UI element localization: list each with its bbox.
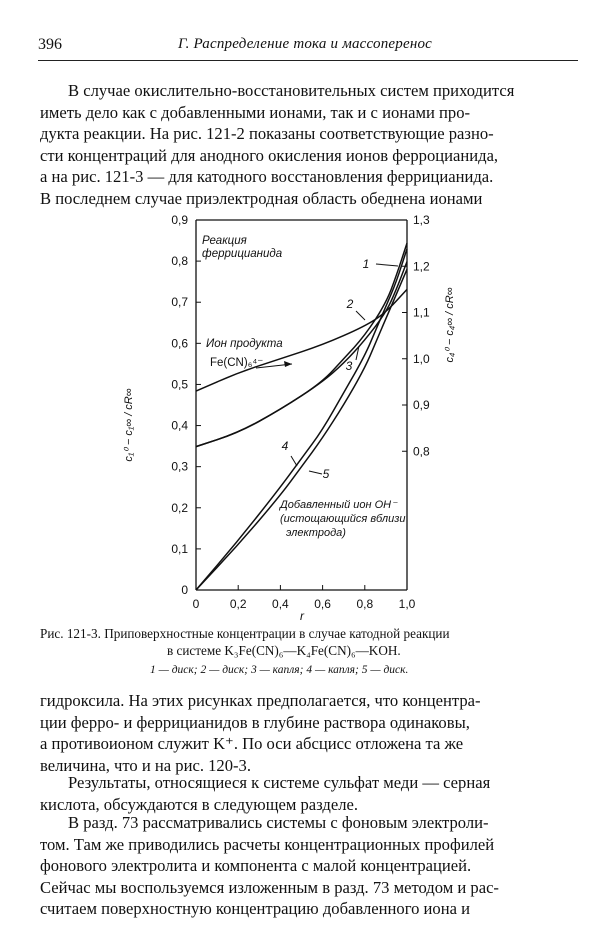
x-tick-label: 0,8 <box>356 597 374 611</box>
curve-label-leader <box>291 456 297 466</box>
product-ion-label-line2: Fe(CN)₆⁴⁻ <box>210 357 264 369</box>
y2-tick-label: 1,0 <box>413 351 430 366</box>
product-ion-arrowhead <box>284 361 292 367</box>
text-line: фонового электролита и компонента с малой концентрацией. <box>40 856 472 875</box>
caption-line-2: в системе K₃Fe(CN)₆—K₄Fe(CN)₆—KOH. <box>167 643 401 658</box>
running-head: Г. Распределение тока и массоперенос <box>178 36 433 52</box>
text-line: величина, что и на рис. 120-3. <box>40 755 251 775</box>
y2-tick-label: 1,3 <box>413 213 430 227</box>
text-line: В разд. 73 рассматривались системы с фоновым электроли- <box>68 813 489 832</box>
reaction-label-line1: Реакция <box>202 235 247 247</box>
reaction-label-line2: феррицианида <box>202 248 283 260</box>
text-line: Сейчас мы воспользуемся изложенным в разд. 73 методом и рас- <box>40 877 499 897</box>
text-line: Результаты, относящиеся к системе сульфат меди — серная <box>68 773 491 792</box>
y-tick-label: 0,7 <box>171 295 188 310</box>
y-tick-label: 0,5 <box>171 377 188 392</box>
text-line: считаем поверхностную концентрацию добавленного иона и <box>40 899 470 918</box>
y2-tick-label: 1,2 <box>413 259 430 274</box>
text-line: кислота, обсуждаются в следующем разделе. <box>40 794 359 814</box>
y-tick-label: 0,9 <box>171 213 188 227</box>
y-tick-label: 0,6 <box>171 336 188 351</box>
text-line: В последнем случае приэлектродная область обеднена ионами <box>40 188 483 208</box>
curve-label-leader <box>309 471 322 474</box>
y-tick-label: 0,2 <box>171 500 188 515</box>
x-tick-label: 0 <box>192 597 200 611</box>
y2-tick-label: 0,8 <box>413 444 430 459</box>
text-line: сти концентраций для анодного окисления ионов ферроцианида, <box>40 145 499 165</box>
text-line: а на рис. 121-3 — для катодного восстановления феррицианида. <box>40 167 494 186</box>
text-line: а противоионом служит K⁺. По оси абсцисс отложена та же <box>40 734 464 753</box>
y-tick-label: 0 <box>181 583 188 597</box>
y2-tick-label: 1,1 <box>413 305 430 320</box>
curve-3 <box>196 262 407 447</box>
x-tick-label: 0,4 <box>272 597 289 611</box>
added-ion-label-line3: электрода) <box>286 527 346 539</box>
curve-label-2: 2 <box>346 297 354 311</box>
text-line: дукта реакции. На рис. 121-2 показаны соответствующие разно- <box>40 124 494 143</box>
curve-label-1: 1 <box>362 257 370 271</box>
figure-legend: 1 — диск; 2 — диск; 3 — капля; 4 — капля; 5 — диск. <box>150 664 409 676</box>
intro-paragraph <box>40 80 572 209</box>
figure-caption <box>40 625 572 659</box>
x-tick-label: 1,0 <box>398 597 416 611</box>
x-tick-label: 0,6 <box>314 597 331 611</box>
y-tick-label: 0,8 <box>171 254 188 269</box>
concentration-chart <box>80 200 480 625</box>
left-axis-label: c₁⁰ − c₁∞ / cR∞ <box>123 388 135 462</box>
text-line: В случае окислительно-восстановительных систем приходится <box>68 81 515 100</box>
body-paragraph-3 <box>40 812 572 920</box>
page-header <box>38 36 578 61</box>
added-ion-label-line2: (истощающийся вблизи <box>280 513 406 525</box>
right-axis-label: c₄⁰ − c₄∞ / cR∞ <box>444 287 456 363</box>
y-tick-label: 0,3 <box>171 459 188 474</box>
curve-5 <box>196 269 407 590</box>
body-paragraph-2 <box>40 772 572 815</box>
x-axis-label: r <box>300 609 304 623</box>
y-tick-label: 0,4 <box>171 418 188 433</box>
y-tick-label: 0,1 <box>171 541 188 556</box>
y2-tick-label: 0,9 <box>413 398 430 412</box>
product-ion-label-line1: Ион продукта <box>206 338 283 350</box>
page-number: 396 <box>38 36 62 53</box>
curve-label-4: 4 <box>281 439 289 453</box>
text-line: том. Там же приводились расчеты концентрационных профилей <box>40 834 495 854</box>
curve-label-5: 5 <box>322 467 330 481</box>
text-line: гидроксила. На этих рисунках предполагается, что концентра- <box>40 691 481 710</box>
body-paragraph-1 <box>40 690 572 776</box>
curve-label-3: 3 <box>345 359 353 373</box>
text-line: иметь дело как с добавленными ионами, так и с ионами про- <box>40 102 471 122</box>
added-ion-label-line1: Добавленный ион OH⁻ <box>280 499 397 511</box>
curve-label-leader <box>356 311 365 320</box>
text-line: ции ферро- и феррицианидов в глубине раствора одинаковы, <box>40 712 470 732</box>
curve-label-leader <box>376 264 398 266</box>
caption-line-1: Рис. 121-3. Приповерхностные концентрации в случае катодной реакции <box>40 626 450 641</box>
x-tick-label: 0,2 <box>229 597 247 611</box>
